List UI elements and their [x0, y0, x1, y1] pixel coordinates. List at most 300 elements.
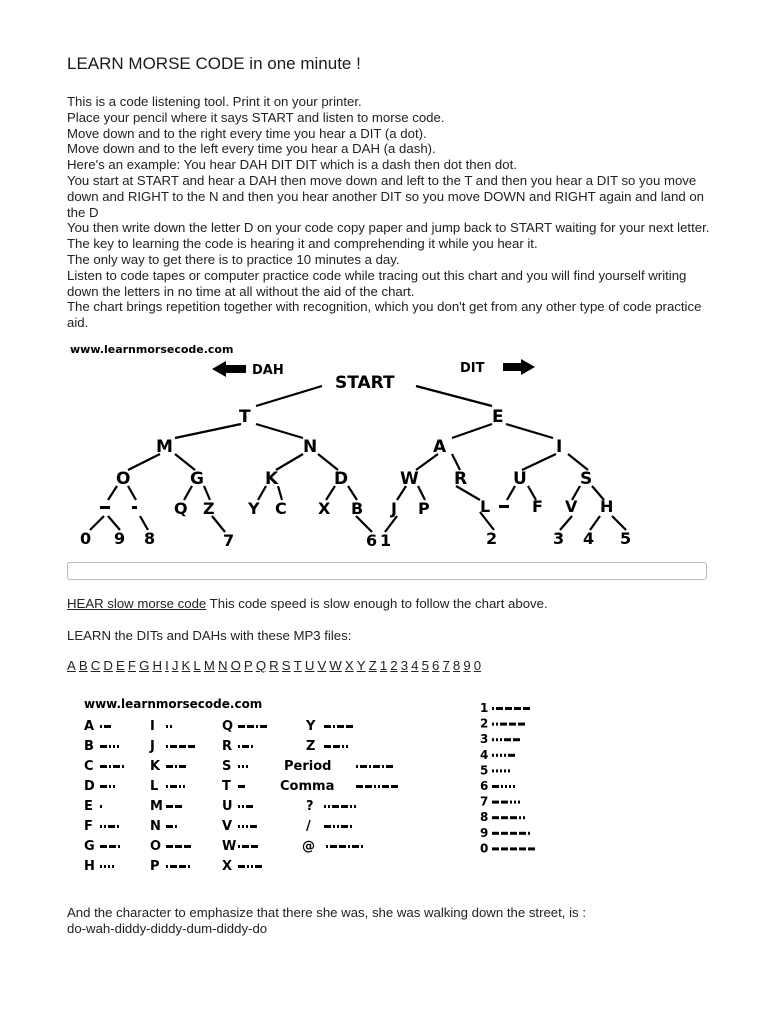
tree-digit-0: 0 — [80, 529, 92, 548]
morse-code-mark — [242, 765, 244, 768]
mp3-link-a[interactable]: A — [67, 658, 76, 673]
mp3-link-8[interactable]: 8 — [452, 658, 461, 673]
tree-digit-5: 5 — [620, 529, 632, 548]
morse-code-mark — [333, 825, 335, 828]
intro-line: You then write down the letter D on your code copy paper and jump back to START waiting for your next letter. — [67, 220, 710, 236]
mp3-link-i[interactable]: I — [165, 658, 169, 673]
table-label: O — [150, 839, 162, 854]
table-digit-label: 2 — [480, 716, 489, 731]
mp3-link-c[interactable]: C — [90, 658, 101, 673]
tree-start: START — [335, 373, 395, 393]
table-label: Z — [306, 739, 316, 754]
morse-code-mark — [354, 805, 356, 808]
tree-node-j: J — [391, 499, 397, 518]
morse-code-mark — [492, 707, 494, 710]
dah-arrow-icon — [212, 361, 246, 377]
morse-code-mark — [324, 825, 331, 828]
morse-code-mark — [346, 725, 353, 728]
morse-code-mark — [118, 845, 120, 848]
morse-code-mark — [492, 816, 499, 819]
tree-node-z: Z — [203, 499, 215, 518]
morse-code-mark — [500, 738, 502, 741]
mp3-link-y[interactable]: Y — [356, 658, 366, 673]
tree-node-q: Q — [174, 499, 188, 518]
morse-code-mark — [100, 765, 107, 768]
morse-code-mark — [251, 745, 253, 748]
tree-node-l: L — [480, 497, 491, 516]
morse-code-mark — [386, 765, 393, 768]
morse-code-mark — [514, 801, 516, 804]
table-digit-label: 9 — [480, 825, 489, 840]
tree-digit-1: 1 — [380, 531, 392, 550]
morse-dash-mark — [132, 506, 137, 509]
morse-code-mark — [492, 785, 499, 788]
mp3-link-7[interactable]: 7 — [442, 658, 450, 673]
morse-code-mark — [166, 805, 173, 808]
morse-code-mark — [238, 845, 240, 848]
table-label: E — [84, 799, 93, 814]
morse-code-mark — [179, 785, 181, 788]
tree-node-o: O — [116, 469, 131, 489]
embedded-player-box[interactable] — [67, 562, 707, 580]
table-label: R — [222, 739, 233, 754]
morse-code-mark — [246, 805, 253, 808]
morse-code-mark — [175, 825, 177, 828]
morse-code-mark — [246, 765, 248, 768]
intro-line: Here's an example: You hear DAH DIT DIT which is a dash then dot then dot. — [67, 157, 517, 173]
outro-line: do-wah-diddy-diddy-dum-diddy-do — [67, 921, 268, 936]
morse-code-mark — [501, 816, 508, 819]
morse-code-mark — [188, 865, 190, 868]
table-label: Q — [222, 719, 234, 734]
morse-code-mark — [108, 825, 115, 828]
mp3-link-b[interactable]: B — [78, 658, 88, 673]
table-digit-label: 4 — [480, 747, 489, 762]
tree-digit-7: 7 — [223, 531, 235, 550]
morse-code-mark — [100, 725, 102, 728]
morse-code-mark — [246, 825, 248, 828]
morse-code-mark — [117, 825, 119, 828]
mp3-link-u[interactable]: U — [304, 658, 315, 673]
tree-node-a: A — [433, 437, 447, 457]
morse-code-mark — [350, 805, 352, 808]
table-label: D — [84, 779, 95, 794]
tree-node-e: E — [492, 407, 504, 427]
morse-code-mark — [373, 765, 380, 768]
morse-code-mark — [166, 825, 173, 828]
mp3-link-r[interactable]: R — [269, 658, 279, 673]
morse-code-mark — [238, 865, 245, 868]
mp3-link-3[interactable]: 3 — [400, 658, 409, 673]
mp3-link-v[interactable]: V — [317, 658, 327, 673]
morse-code-mark — [496, 769, 498, 772]
morse-code-mark — [496, 754, 498, 757]
morse-code-mark — [184, 845, 191, 848]
mp3-link-5[interactable]: 5 — [421, 658, 429, 673]
morse-code-mark — [104, 825, 106, 828]
morse-code-mark — [528, 847, 535, 850]
morse-code-mark — [247, 865, 249, 868]
table-label: C — [84, 759, 94, 774]
intro-line: The key to learning the code is hearing it and comprehending it while you hear it. — [67, 236, 538, 252]
morse-code-mark — [324, 745, 331, 748]
morse-code-mark — [238, 805, 240, 808]
mp3-link-0[interactable]: 0 — [473, 658, 482, 673]
mp3-link-q[interactable]: Q — [255, 658, 267, 673]
morse-code-mark — [109, 765, 111, 768]
morse-code-mark — [170, 785, 177, 788]
table-website: www.learnmorsecode.com — [84, 697, 263, 711]
morse-code-mark — [519, 832, 526, 835]
morse-code-mark — [188, 745, 195, 748]
morse-code-mark — [519, 847, 526, 850]
table-label: X — [222, 859, 233, 872]
table-label: M — [150, 799, 163, 814]
mp3-link-p[interactable]: P — [243, 658, 253, 673]
morse-code-mark — [356, 785, 363, 788]
morse-code-mark — [504, 769, 506, 772]
morse-code-mark — [513, 785, 515, 788]
morse-code-mark — [339, 845, 346, 848]
morse-code-mark — [170, 745, 177, 748]
intro-line: Listen to code tapes or computer practice code while tracing out this chart and you will find yourself writing down the letters in no time at all without the aid of the chart. — [67, 267, 687, 299]
mp3-letter-links — [67, 658, 484, 673]
tree-website: www.learnmorsecode.com — [70, 343, 234, 356]
morse-code-mark — [382, 765, 384, 768]
morse-code-mark — [391, 785, 398, 788]
tree-node-h: H — [600, 497, 614, 516]
morse-code-mark — [238, 785, 245, 788]
intro-line: Place your pencil where it says START and listen to morse code. — [67, 109, 445, 125]
morse-code-mark — [361, 845, 363, 848]
morse-code-mark — [175, 765, 177, 768]
table-digit-label: 6 — [480, 779, 489, 793]
morse-code-mark — [109, 845, 116, 848]
tree-digit-8: 8 — [144, 529, 156, 548]
morse-code-mark — [175, 805, 182, 808]
tree-digit-3: 3 — [553, 529, 565, 548]
tree-node-t: T — [239, 407, 251, 427]
morse-code-mark — [337, 725, 344, 728]
morse-code-mark — [179, 765, 186, 768]
table-label: S — [222, 759, 232, 774]
morse-code-mark — [100, 785, 107, 788]
morse-code-mark — [113, 785, 115, 788]
tree-node-i: I — [556, 437, 563, 457]
table-label: @ — [302, 839, 315, 854]
morse-code-mark — [170, 725, 172, 728]
table-label: F — [84, 819, 93, 834]
intro-line: The chart brings repetition together with recognition, which you don't get from any other type of code practice aid. — [67, 299, 702, 331]
morse-code-mark — [242, 845, 249, 848]
morse-code-mark — [238, 765, 240, 768]
morse-code-mark — [251, 845, 258, 848]
table-label: H — [84, 859, 95, 872]
morse-code-mark — [523, 707, 530, 710]
table-label: U — [222, 799, 233, 814]
mp3-link-h[interactable]: H — [152, 658, 162, 673]
table-label: N — [150, 819, 161, 834]
mp3-link-w[interactable]: W — [329, 658, 342, 673]
mp3-link-l[interactable]: L — [193, 658, 201, 673]
morse-code-mark — [365, 785, 372, 788]
outro-text — [67, 905, 586, 937]
morse-code-mark — [117, 745, 119, 748]
morse-code-mark — [166, 725, 168, 728]
morse-code-mark — [238, 745, 240, 748]
morse-code-mark — [508, 769, 510, 772]
morse-code-mark — [179, 745, 186, 748]
morse-code-mark — [374, 785, 376, 788]
mp3-link-f[interactable]: F — [127, 658, 136, 673]
morse-code-mark — [519, 816, 521, 819]
table-label: L — [150, 779, 159, 794]
mp3-link-d[interactable]: D — [103, 658, 113, 673]
morse-code-mark — [100, 825, 102, 828]
morse-code-mark — [500, 723, 507, 726]
tree-digit-9: 9 — [114, 529, 126, 548]
dit-arrow-icon — [503, 359, 535, 375]
table-label: Comma — [280, 779, 335, 794]
table-label: K — [150, 759, 161, 774]
morse-code-mark — [100, 865, 102, 868]
morse-code-mark — [501, 847, 508, 850]
intro-line: Move down and to the left every time you hear a DAH (a dash). — [67, 141, 436, 157]
morse-code-mark — [510, 816, 517, 819]
morse-code-mark — [100, 805, 102, 808]
morse-code-mark — [352, 845, 359, 848]
morse-code-mark — [350, 825, 352, 828]
morse-code-mark — [166, 845, 173, 848]
table-label: J — [150, 739, 155, 754]
tree-node-g: G — [190, 469, 204, 489]
mp3-link-x[interactable]: X — [344, 658, 354, 673]
morse-code-mark — [504, 754, 506, 757]
table-label: I — [150, 719, 155, 734]
morse-code-mark — [104, 865, 106, 868]
morse-code-mark — [346, 745, 348, 748]
table-label: ? — [306, 799, 314, 814]
tree-digit-2: 2 — [486, 529, 498, 548]
hear-text: This code speed is slow enough to follow the chart above. — [206, 596, 548, 611]
morse-code-mark — [122, 765, 124, 768]
morse-code-mark — [341, 805, 348, 808]
table-label: / — [306, 819, 311, 834]
dit-label: DIT — [460, 361, 485, 376]
tree-node-f: F — [532, 497, 543, 516]
table-digit-label: 8 — [480, 810, 489, 825]
intro-text — [67, 94, 717, 331]
morse-code-mark — [360, 765, 367, 768]
morse-code-mark — [179, 865, 186, 868]
morse-code-mark — [100, 745, 107, 748]
mp3-link-e[interactable]: E — [116, 658, 125, 673]
tree-node-w: W — [400, 469, 419, 489]
mp3-link-6[interactable]: 6 — [432, 658, 440, 673]
morse-code-mark — [328, 805, 330, 808]
morse-code-mark — [108, 865, 110, 868]
tree-node-n: N — [303, 437, 318, 457]
morse-code-mark — [496, 723, 498, 726]
morse-code-mark — [510, 801, 512, 804]
morse-code-mark — [492, 723, 494, 726]
hear-slow-morse-link[interactable]: HEAR slow morse code — [67, 596, 207, 611]
morse-code-mark — [509, 723, 516, 726]
intro-line: Move down and to the right every time you hear a DIT (a dot). — [67, 125, 427, 141]
tree-node-m: M — [156, 437, 173, 457]
morse-code-mark — [333, 745, 340, 748]
morse-code-mark — [247, 725, 254, 728]
morse-code-mark — [260, 725, 267, 728]
morse-code-mark — [256, 725, 258, 728]
mp3-link-m[interactable]: M — [203, 658, 215, 673]
tree-digit-4: 4 — [583, 529, 595, 548]
morse-code-mark — [326, 845, 328, 848]
table-label: Period — [284, 759, 332, 774]
morse-code-mark — [109, 745, 111, 748]
table-digit-label: 7 — [480, 794, 489, 809]
tree-node-s: S — [580, 469, 593, 489]
morse-code-mark — [492, 754, 494, 757]
tree-node-b: B — [351, 499, 364, 518]
morse-code-mark — [500, 769, 502, 772]
tree-node-u: U — [513, 469, 527, 489]
morse-code-mark — [513, 738, 520, 741]
table-label: B — [84, 739, 94, 754]
hear-line — [67, 596, 548, 611]
table-label: T — [222, 779, 231, 794]
morse-code-mark — [341, 825, 348, 828]
morse-code-mark — [166, 765, 173, 768]
morse-code-mark — [238, 825, 240, 828]
morse-code-mark — [492, 847, 499, 850]
morse-code-mark — [104, 725, 111, 728]
morse-code-mark — [510, 847, 517, 850]
morse-code-mark — [112, 865, 114, 868]
tree-node-d: D — [334, 469, 349, 489]
morse-code-mark — [183, 785, 185, 788]
morse-code-mark — [492, 801, 499, 804]
morse-code-mark — [100, 845, 107, 848]
morse-code-mark — [382, 785, 389, 788]
tree-node-r: R — [454, 469, 468, 489]
mp3-link-g[interactable]: G — [139, 658, 150, 673]
morse-code-mark — [175, 845, 182, 848]
table-digit-label: 5 — [480, 763, 489, 778]
morse-code-mark — [501, 832, 508, 835]
morse-code-mark — [330, 845, 337, 848]
morse-code-mark — [505, 707, 512, 710]
morse-code-mark — [109, 785, 111, 788]
tree-node-k: K — [265, 469, 279, 489]
morse-code-mark — [492, 769, 494, 772]
morse-code-mark — [166, 785, 168, 788]
learn-text: LEARN the DITs and DAHs with these MP3 files: — [67, 628, 352, 643]
table-label: V — [222, 819, 233, 834]
morse-code-mark — [518, 801, 520, 804]
outro-line: And the character to emphasize that there she was, she was walking down the street, is : — [67, 905, 586, 920]
table-digit-label: 1 — [480, 701, 489, 715]
morse-code-mark — [528, 832, 530, 835]
table-digit-label: 3 — [480, 732, 489, 747]
mp3-link-1[interactable]: 1 — [379, 658, 388, 673]
mp3-link-9[interactable]: 9 — [463, 658, 471, 673]
tree-node-y: Y — [248, 499, 260, 518]
morse-code-mark — [242, 825, 244, 828]
morse-code-table — [80, 692, 580, 872]
tree-node-c: C — [275, 499, 287, 518]
mp3-link-z[interactable]: Z — [368, 658, 377, 673]
table-label: G — [84, 839, 95, 854]
morse-code-mark — [166, 865, 168, 868]
morse-code-mark — [342, 745, 344, 748]
morse-dash-mark — [499, 505, 509, 508]
mp3-link-4[interactable]: 4 — [411, 658, 419, 673]
mp3-link-n[interactable]: N — [217, 658, 228, 673]
morse-code-mark — [250, 825, 257, 828]
table-digit-label: 0 — [480, 841, 489, 856]
morse-code-mark — [251, 865, 253, 868]
intro-line: The only way to get there is to practice 10 minutes a day. — [67, 251, 400, 267]
morse-code-mark — [378, 785, 380, 788]
morse-code-mark — [518, 723, 525, 726]
table-label: W — [222, 839, 237, 854]
table-label: P — [150, 859, 160, 872]
morse-code-mark — [505, 785, 507, 788]
mp3-link-t[interactable]: T — [293, 658, 302, 673]
morse-code-mark — [501, 785, 503, 788]
morse-code-mark — [510, 832, 517, 835]
table-label: Y — [306, 719, 316, 734]
morse-code-mark — [356, 765, 358, 768]
mp3-link-k[interactable]: K — [181, 658, 191, 673]
mp3-link-j[interactable]: J — [171, 658, 179, 673]
morse-code-mark — [501, 801, 508, 804]
dah-label: DAH — [252, 363, 284, 378]
morse-code-mark — [324, 805, 326, 808]
morse-code-mark — [333, 725, 335, 728]
morse-code-mark — [332, 805, 339, 808]
morse-code-mark — [337, 825, 339, 828]
morse-code-mark — [166, 745, 168, 748]
morse-code-mark — [255, 865, 262, 868]
morse-code-mark — [504, 738, 511, 741]
morse-code-mark — [492, 832, 499, 835]
morse-code-mark — [238, 725, 245, 728]
morse-code-mark — [170, 865, 177, 868]
morse-code-mark — [492, 738, 494, 741]
morse-code-mark — [348, 845, 350, 848]
morse-code-mark — [508, 754, 515, 757]
morse-code-mark — [500, 754, 502, 757]
morse-code-mark — [514, 707, 521, 710]
morse-code-mark — [369, 765, 371, 768]
table-label: A — [84, 719, 95, 734]
mp3-link-s[interactable]: S — [281, 658, 291, 673]
mp3-link-2[interactable]: 2 — [390, 658, 398, 673]
morse-code-mark — [113, 745, 115, 748]
morse-code-mark — [496, 738, 498, 741]
morse-code-mark — [509, 785, 511, 788]
morse-code-mark — [242, 805, 244, 808]
mp3-link-o[interactable]: O — [230, 658, 241, 673]
morse-code-mark — [324, 725, 331, 728]
intro-line: You start at START and hear a DAH then move down and left to the T and then you hear a DIT so you move down and RIGHT to the N and then you hear another DIT so you move DOWN and RIGHT again and land on the D — [67, 172, 705, 220]
intro-line: This is a code listening tool. Print it on your printer. — [67, 94, 362, 109]
tree-node-v: V — [565, 497, 578, 516]
morse-code-mark — [496, 707, 503, 710]
morse-code-mark — [242, 745, 249, 748]
